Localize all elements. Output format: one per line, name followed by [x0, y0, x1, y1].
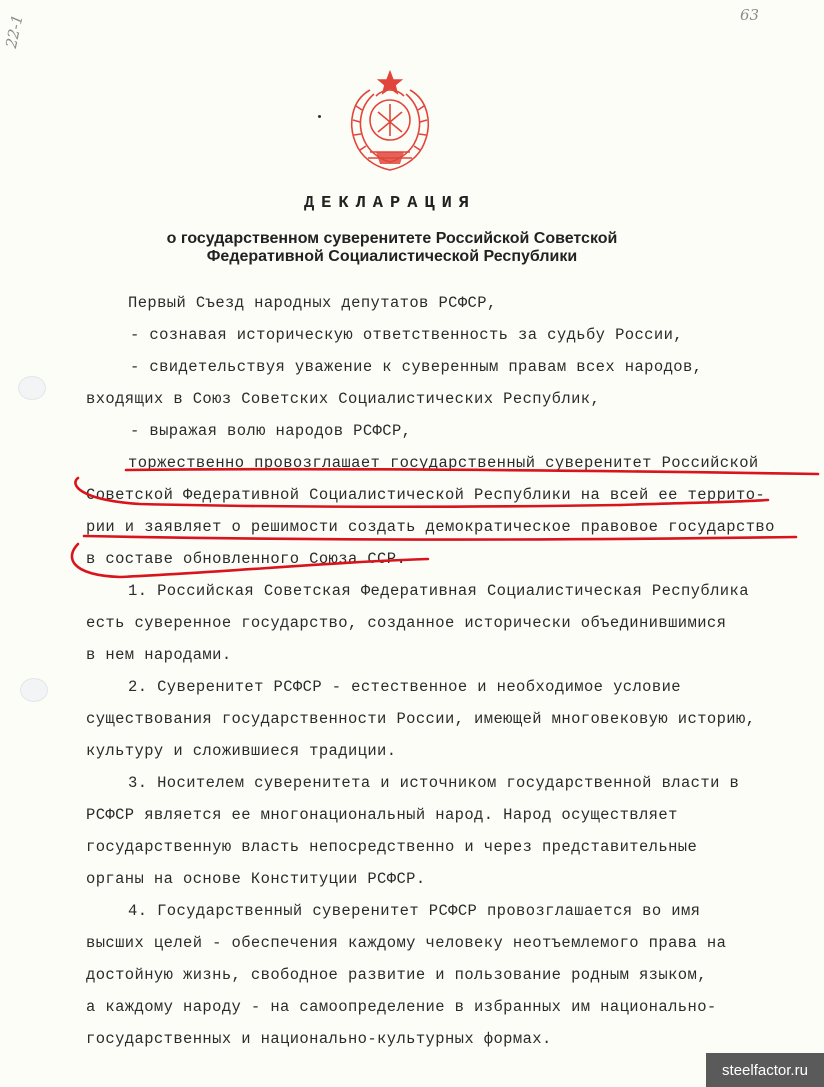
ink-dot: [318, 115, 321, 118]
text-line-highlighted: в составе обновленного Союза ССР.: [86, 550, 407, 568]
text-line: - сознавая историческую ответственность за судьбу России,: [130, 326, 683, 344]
text-line: высших целей - обеспечения каждому человеку неотъемлемого права на: [86, 934, 727, 952]
document-subtitle-line-2: Федеративной Социалистической Республики: [206, 248, 578, 265]
text-line: 1. Российская Советская Федеративная Социалистическая Республика: [128, 582, 749, 600]
text-line: культуру и сложившиеся традиции.: [86, 742, 397, 760]
handwritten-mark-left: 22-1: [2, 13, 27, 50]
text-line: а каждому народу - на самоопределение в избранных им национально-: [86, 998, 717, 1016]
text-line: государственную власть непосредственно и через представительные: [86, 838, 698, 856]
text-line: 3. Носителем суверенитета и источником государственной власти в: [128, 774, 740, 792]
text-line: - свидетельствуя уважение к суверенным правам всех народов,: [130, 358, 703, 376]
text-line: существования государственности России, имеющей многовековую историю,: [86, 710, 756, 728]
document-subtitle-line-1: о государственном суверенитете Российской Советской: [166, 230, 618, 247]
text-line: в нем народами.: [86, 646, 232, 664]
text-line: РСФСР является ее многонациональный народ. Народ осуществляет: [86, 806, 678, 824]
text-line-highlighted: торжественно провозглашает государственный суверенитет Российской: [128, 454, 759, 472]
text-line: достойную жизнь, свободное развитие и пользование родным языком,: [86, 966, 707, 984]
underline-stroke: [84, 536, 796, 540]
text-line: есть суверенное государство, созданное исторически объединившимися: [86, 614, 727, 632]
punch-hole: [20, 678, 48, 702]
text-line: органы на основе Конституции РСФСР.: [86, 870, 426, 888]
text-line: входящих в Союз Советских Социалистических Республик,: [86, 390, 601, 408]
text-line-highlighted: рии и заявляет о решимости создать демократическое правовое государство: [86, 518, 775, 536]
text-line: - выражая волю народов РСФСР,: [130, 422, 412, 440]
text-line: 4. Государственный суверенитет РСФСР провозглашается во имя: [128, 902, 701, 920]
coat-of-arms-emblem: [340, 70, 440, 174]
document-title: ДЕКЛАРАЦИЯ: [303, 194, 477, 213]
text-line: Первый Съезд народных депутатов РСФСР,: [128, 294, 497, 312]
text-line: государственных и национально-культурных формах.: [86, 1030, 552, 1048]
site-watermark: steelfactor.ru: [706, 1053, 824, 1087]
punch-hole: [18, 376, 46, 400]
text-line-highlighted: Советской Федеративной Социалистической Республики на всей ее террито-: [86, 486, 766, 504]
text-line: 2. Суверенитет РСФСР - естественное и необходимое условие: [128, 678, 681, 696]
handwritten-page-number: 63: [740, 6, 760, 24]
